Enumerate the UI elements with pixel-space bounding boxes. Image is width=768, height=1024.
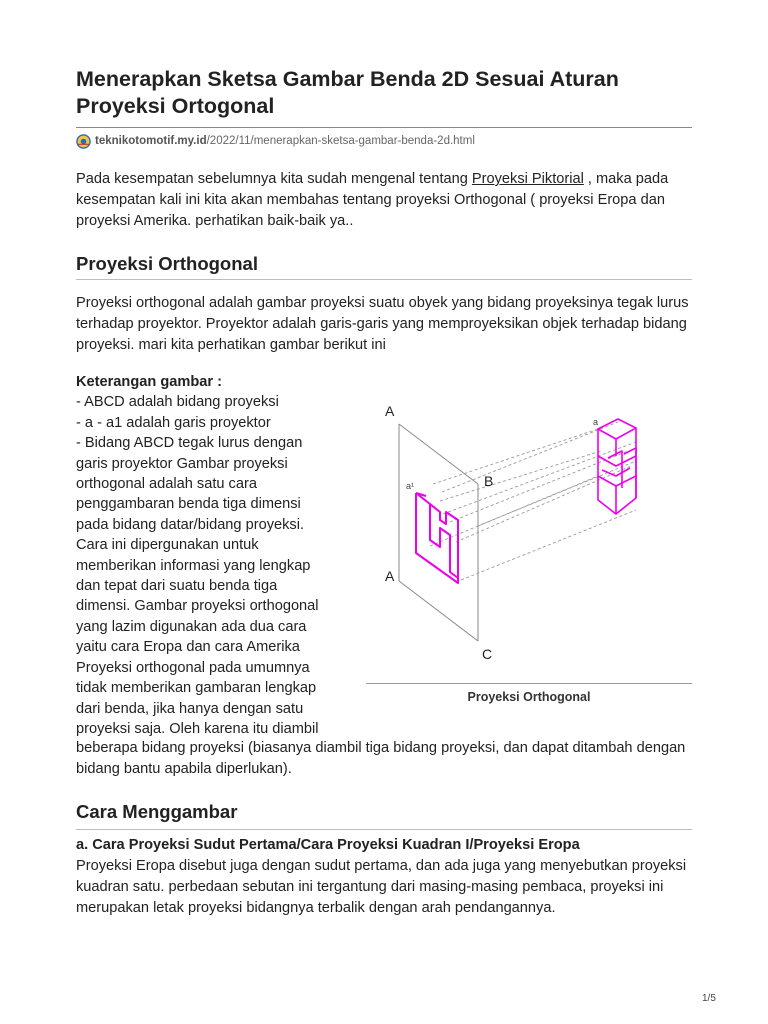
section-divider [76,279,692,280]
keterangan-line: garis proyektor Gambar proyeksi [76,455,288,472]
keterangan-line: Cara ini dipergunakan untuk [76,537,259,554]
figure-caption: Proyeksi Orthogonal [467,690,591,704]
figure-caption-divider [366,683,692,684]
keterangan-line: penggambaran benda tiga dimensi [76,496,301,513]
keterangan-line: - Bidang ABCD tegak lurus dengan [76,435,303,452]
page-number: 1/5 [702,993,716,1004]
label-a-bottom: A [385,568,395,584]
keterangan-line: dari benda, jika hanya dengan satu [76,700,304,717]
definition-paragraph: Proyeksi orthogonal adalah gambar proyeksi suatu obyek yang bidang proyeksinya tegak lurus terhadap proyektor. Proyektor adalah garis-garis yang memproyeksikan objek terhadap bidang proyeksi. mari kita perhatikan gambar berikut ini [76,295,689,353]
keterangan-block [76,372,346,739]
label-c: C [482,646,493,662]
plane-projection-shape [416,493,458,583]
keterangan-line: - ABCD adalah bidang proyeksi [76,394,279,411]
keterangan-line: Proyeksi orthogonal pada umumnya [76,659,310,676]
subheading-proyeksi-eropa: a. Cara Proyeksi Sudut Pertama/Cara Proyeksi Kuadran I/Proyeksi Eropa [76,837,580,853]
keterangan-label: Keterangan gambar : [76,374,222,390]
keterangan-line: yaitu cara Eropa dan cara Amerika [76,639,300,656]
keterangan-line: tidak memberikan gambaran lengkap [76,680,317,697]
title-divider [76,127,692,128]
keterangan-line: - a - a1 adalah garis proyektor [76,414,271,431]
section-heading-cara-menggambar: Cara Menggambar [76,801,238,822]
section-divider [76,829,692,830]
keterangan-line: orthogonal adalah satu cara [76,476,257,493]
keterangan-line: dimensi. Gambar proyeksi orthogonal [76,598,319,615]
source-domain[interactable]: teknikotomotif.my.id [95,135,207,147]
keterangan-line: proyeksi saja. Oleh karena itu diambil [76,720,319,737]
keterangan-line: yang lazim digunakan ada dua cara [76,618,307,635]
projection-plane [399,424,478,641]
projector-lines [430,422,636,582]
proyeksi-eropa-paragraph: Proyeksi Eropa disebut juga dengan sudut pertama, dan ada juga yang menyebutkan proyeksi kuadran satu. perbedaan sebutan ini tergantung dari masing-masing pembaca, proyeksi ini merupakan letak proyeksi bidangnya terbalik dengan arah pendangannya. [76,858,687,916]
label-b: B [484,473,494,489]
article-title: Menerapkan Sketsa Gambar Benda 2D Sesuai Aturan Proyeksi Ortogonal [76,67,619,118]
continuation-paragraph: beberapa bidang proyeksi (biasanya diambil tiga bidang proyeksi, dan dapat ditambah dengan bidang bantu apabila diperlukan). [76,740,686,777]
label-a-small: a [593,417,599,427]
label-a1-small: a¹ [406,481,415,491]
source-path[interactable]: /2022/11/menerapkan-sketsa-gambar-benda-2d.html [206,135,475,147]
section-heading-proyeksi-orthogonal: Proyeksi Orthogonal [76,253,258,274]
intro-paragraph [76,169,696,232]
orthogonal-projection-figure [366,396,692,686]
label-a-top: A [385,403,395,419]
intro-text-before: Pada kesempatan sebelumnya kita sudah mengenal tentang [76,171,472,187]
keterangan-line: pada bidang datar/bidang proyeksi. [76,516,304,533]
keterangan-line: dan tepat dari suatu benda tiga [76,578,278,595]
proyeksi-piktorial-link[interactable]: Proyeksi Piktorial [471,171,584,187]
source-url[interactable] [76,132,475,150]
intro-text-after: , maka pada kesempatan kali ini kita akan membahas tentang proyeksi Orthogonal ( proyeksi Eropa dan proyeksi Amerika. perhatikan baik-baik ya.. [76,171,669,229]
site-logo-icon [76,134,91,149]
keterangan-line: memberikan informasi yang lengkap [76,557,311,574]
